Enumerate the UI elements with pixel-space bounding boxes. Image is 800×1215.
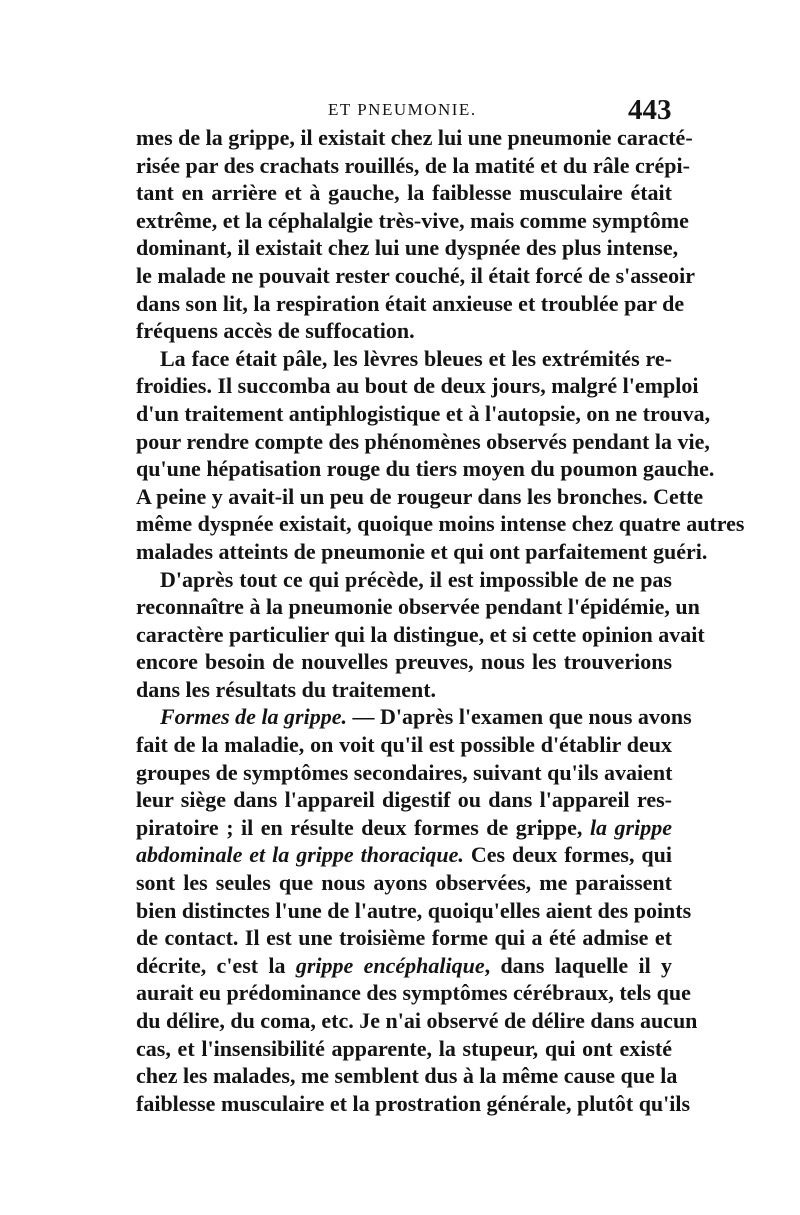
text-line [136, 731, 672, 759]
text-line [136, 979, 691, 1007]
text-span: fait de la maladie, on voit qu'il est possible d'établir deux [136, 732, 672, 758]
text-span: chez les malades, me semblent dus à la même cause que la [136, 1063, 678, 1089]
text-span: dans son lit, la respiration était anxieuse et troublée par de [136, 290, 685, 316]
text-line [136, 897, 692, 925]
text-line [136, 400, 711, 428]
text-span: abdominale et la grippe thoracique. [136, 842, 464, 868]
text-line [136, 455, 715, 483]
text-line [136, 179, 672, 207]
text-span: caractère particulier qui la distingue, et si cette opinion avait [136, 621, 705, 647]
text-span: grippe encéphalique [295, 952, 485, 978]
text-line [136, 703, 692, 731]
text-line [136, 372, 699, 400]
text-line [136, 1007, 698, 1035]
text-span: pour rendre compte des phénomènes observés pendant la vie, [136, 428, 710, 454]
text-span: dominant, il existait chez lui une dyspnée des plus intense, [136, 235, 679, 261]
text-line [136, 262, 696, 290]
section-heading: Formes de la grippe. [160, 704, 347, 730]
text-line [136, 841, 672, 869]
text-span: même dyspnée existait, quoique moins intense chez quatre autres [136, 511, 745, 537]
page-number: 443 [628, 94, 672, 126]
text-line [136, 510, 745, 538]
text-line [136, 124, 693, 152]
body-text [136, 124, 745, 1117]
text-span: la grippe [589, 814, 672, 840]
text-span: qu'une hépatisation rouge du tiers moyen du poumon gauche. [136, 456, 715, 482]
text-span: groupes de symptômes secondaires, suivant qu'ils avaient [136, 759, 673, 785]
text-span: leur siège dans l'appareil digestif ou dans l'appareil res- [136, 787, 672, 813]
text-span: Ces deux formes, qui [463, 842, 672, 868]
text-span: du délire, du coma, etc. Je n'ai observé de délire dans aucun [136, 1008, 698, 1033]
text-line [136, 207, 689, 235]
text-line [136, 952, 672, 980]
text-line [136, 1090, 691, 1118]
text-span: cas, et l'insensibilité apparente, la stupeur, qui ont existé [136, 1035, 672, 1061]
text-span: d'un traitement antiphlogistique et à l'autopsie, on ne trouva, [136, 400, 711, 426]
text-span: froidies. Il succomba au bout de deux jours, malgré l'emploi [136, 373, 699, 399]
text-line [136, 648, 672, 676]
text-line [136, 538, 708, 566]
text-line [136, 483, 704, 511]
text-line [136, 869, 672, 897]
text-span: décrite, c'est la [136, 952, 296, 978]
running-title: ET PNEUMONIE. [328, 100, 477, 119]
text-line [136, 621, 705, 649]
text-span: mes de la grippe, il existait chez lui une pneumonie caracté- [136, 125, 693, 150]
text-line [136, 152, 690, 180]
text-line [136, 345, 672, 373]
text-line [136, 1062, 678, 1090]
text-span: de contact. Il est une troisième forme qui a été admise et [136, 925, 672, 951]
text-line [136, 428, 710, 456]
text-line [136, 593, 700, 621]
text-line [136, 786, 672, 814]
text-span: extrême, et la céphalalgie très-vive, mais comme symptôme [136, 207, 689, 233]
text-line [136, 290, 685, 318]
text-span: encore besoin de nouvelles preuves, nous les trouverions [136, 649, 672, 675]
text-span: fréquens accès de suffocation. [136, 318, 415, 344]
text-span: aurait eu prédominance des symptômes cérébraux, tels que [136, 980, 691, 1006]
text-span: malades atteints de pneumonie et qui ont parfaitement guéri. [136, 538, 708, 564]
text-span: sont les seules que nous ayons observées, me paraissent [136, 870, 672, 896]
text-span: D'après tout ce qui précède, il est impossible de ne pas [160, 566, 672, 592]
text-span: tant en arrière et à gauche, la faiblesse musculaire était [136, 180, 672, 206]
text-line [136, 676, 672, 704]
text-span: reconnaître à la pneumonie observée pendant l'épidémie, un [136, 594, 700, 620]
text-span: le malade ne pouvait rester couché, il était forcé de s'asseoir [136, 262, 696, 288]
text-span: faiblesse musculaire et la prostration générale, plutôt qu'ils [136, 1090, 691, 1116]
text-line [136, 234, 679, 262]
text-span: bien distinctes l'une de l'autre, quoiqu'elles aient des points [136, 897, 692, 923]
text-line [136, 924, 672, 952]
text-line [136, 566, 672, 594]
text-span: dans les résultats du traitement. [136, 676, 437, 702]
text-span: risée par des crachats rouillés, de la matité et du râle crépi- [136, 152, 690, 178]
text-span: , dans laquelle il y [484, 952, 673, 978]
text-span: piratoire ; il en résulte deux formes de grippe, [136, 814, 590, 840]
text-line [136, 317, 672, 345]
page-header [0, 94, 800, 124]
text-line [136, 1035, 672, 1063]
text-line [136, 814, 672, 842]
text-line [136, 759, 672, 787]
text-span: La face était pâle, les lèvres bleues et les extrémités re- [160, 345, 672, 371]
text-span: A peine y avait-il un peu de rougeur dans les bronches. Cette [136, 483, 704, 509]
text-span: — D'après l'examen que nous avons [347, 704, 692, 730]
